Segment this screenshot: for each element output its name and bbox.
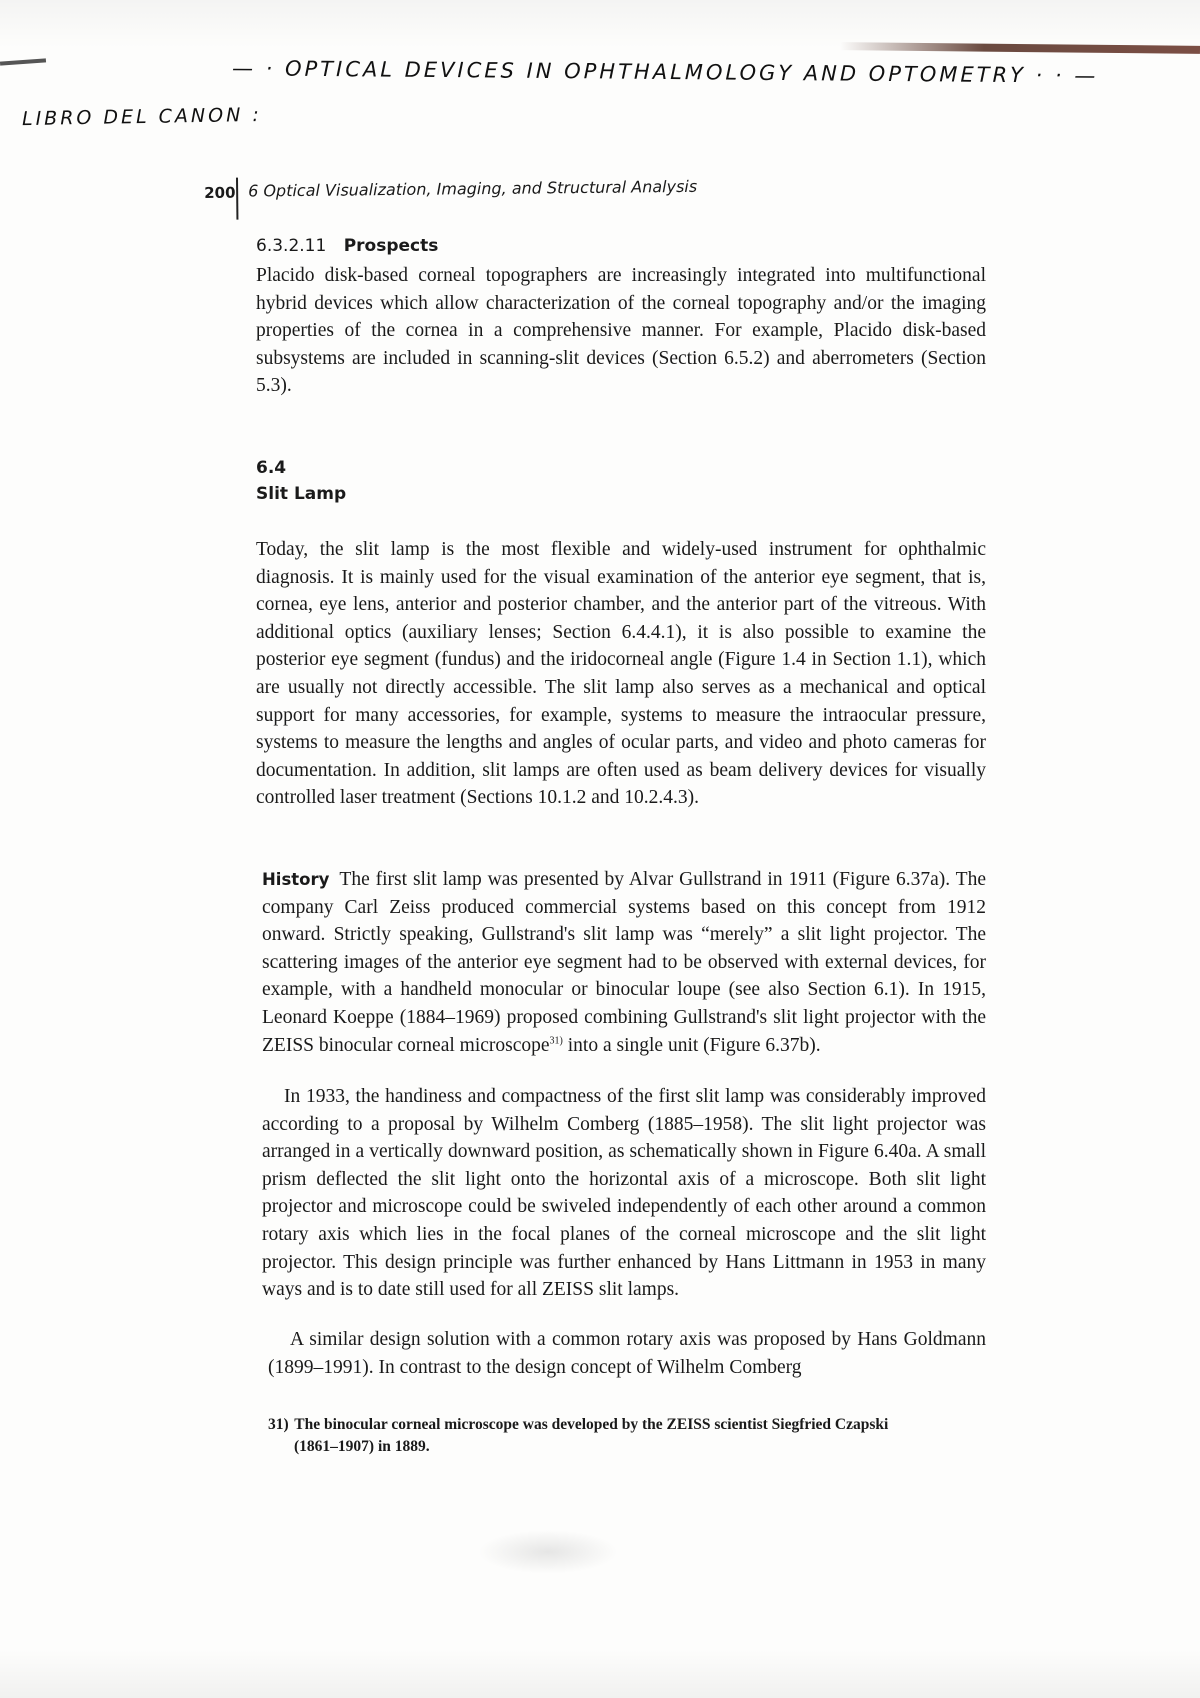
subsection-title: Prospects bbox=[343, 236, 439, 256]
pen-stroke-mark bbox=[0, 58, 46, 65]
section-title: Slit Lamp bbox=[256, 484, 347, 504]
page-number: 200 bbox=[204, 183, 236, 202]
handwritten-note: LIBRO DEL CANON : bbox=[21, 103, 262, 131]
page-top-edge bbox=[0, 0, 1200, 48]
goldmann-paragraph: A similar design solution with a common rotary axis was proposed by Hans Goldmann (1899–1991). In contrast to the design concept of Wilhelm Comberg bbox=[268, 1329, 986, 1378]
section-number: 6.4 bbox=[256, 458, 287, 478]
intro-paragraph: Today, the slit lamp is the most flexible and widely-used instrument for ophthalmic diagnosis. It is mainly used for the visual examination of the anterior eye segment, that is, cornea, eye lens, anterior and posterior chamber, and the anterior part of the vitreous. With additional optics (auxiliary lenses; Section 6.4.4.1), it is also possible to examine the posterior eye segment (fundus) and the iridocorneal angle (Figure 1.4 in Section 1.1), which are usually not directly accessible. The slit lamp also serves as a mechanical and optical support for many accessories, for example, systems to measure the intraocular pressure, systems to measure the lengths and angles of ocular parts, and video and photo cameras for documentation. In addition, slit lamps are often used as beam delivery devices for visually controlled laser treatment (Sections 10.1.2 and 10.2.4.3). bbox=[256, 539, 986, 809]
history-lead: History bbox=[262, 870, 330, 889]
handwritten-book-title: — · OPTICAL DEVICES IN OPHTHALMOLOGY AND OPTOMETRY · · — bbox=[231, 56, 1099, 88]
footnote-reference: 31) bbox=[549, 1035, 563, 1047]
footnote-mark: 31) bbox=[268, 1416, 289, 1433]
page-bottom-edge bbox=[0, 1650, 1200, 1698]
bleed-through-smudge bbox=[478, 1530, 618, 1574]
footnote-line-1: The binocular corneal microscope was developed by the ZEISS scientist Siegfried Czapski bbox=[294, 1416, 889, 1433]
footnote-line-2: (1861–1907) in 1889. bbox=[294, 1438, 430, 1455]
header-divider bbox=[236, 178, 238, 220]
history-paragraph bbox=[262, 866, 986, 1059]
comberg-paragraph: In 1933, the handiness and compactness of the first slit lamp was considerably improved according to a proposal by Wilhelm Comberg (1885–1958). The slit light projector was arranged in a vertically downward position, as schematically shown in Figure 6.40a. A small prism deflected the slit light onto the horizontal axis of a microscope. Both slit light projector and microscope could be swiveled independently of each other around a common rotary axis which lies in the focal planes of the corneal microscope and the slit light projector. This design principle was further enhanced by Hans Littmann in 1953 in many ways and is to date still used for all ZEISS slit lamps. bbox=[262, 1086, 986, 1301]
subsection-number: 6.3.2.11 bbox=[256, 236, 327, 256]
subsection-heading bbox=[256, 236, 438, 256]
chapter-title: 6 Optical Visualization, Imaging, and Structural Analysis bbox=[248, 176, 698, 201]
history-tail: into a single unit (Figure 6.37b). bbox=[562, 1034, 821, 1056]
footnote bbox=[268, 1414, 988, 1458]
prospects-paragraph: Placido disk-based corneal topographers are increasingly integrated into multifunctional hybrid devices which allow characterization of the corneal topography and/or the imaging properties of the cornea in a comprehensive manner. For example, Placido disk-based subsystems are included in scanning-slit devices (Section 6.5.2) and aberrometers (Section 5.3). bbox=[256, 265, 986, 397]
running-header bbox=[204, 173, 697, 222]
history-text: The first slit lamp was presented by Alvar Gullstrand in 1911 (Figure 6.37a). The company Carl Zeiss produced commercial systems based on this concept from 1912 onward. Strictly speaking, Gullstrand's slit lamp was “merely” a slit light projector. The scattering images of the anterior eye segment had to be observed with external devices, for example, with a handheld monocular or binocular loupe (see also Section 6.1). In 1915, Leonard Koeppe (1884–1969) proposed combining Gullstrand's slit light projector with the ZEISS binocular corneal microscope bbox=[262, 869, 986, 1056]
